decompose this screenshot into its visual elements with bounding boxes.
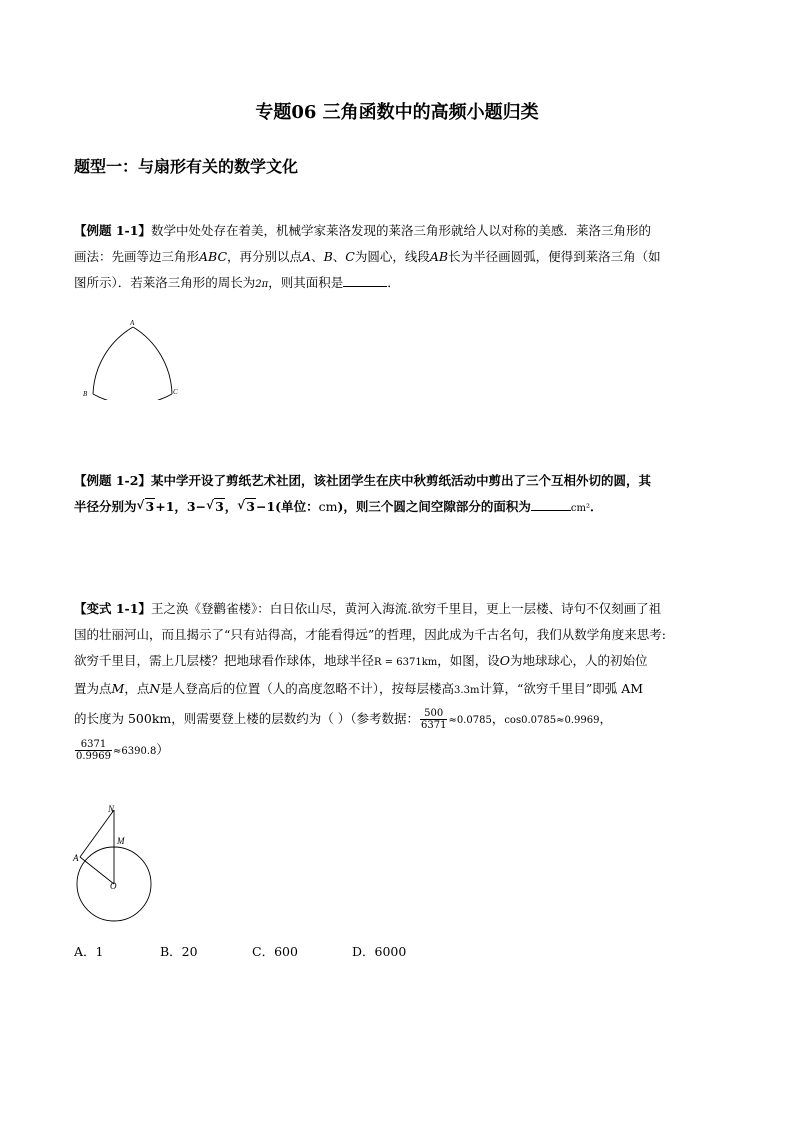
fraction: $\frac{6371}{0.9969}$ bbox=[76, 739, 111, 762]
label-c: C bbox=[173, 388, 178, 396]
text: 、 bbox=[332, 249, 346, 264]
variant-1-1 bbox=[74, 596, 666, 766]
option-d[interactable]: D．6000 bbox=[352, 944, 407, 959]
math-var: O bbox=[499, 653, 511, 668]
example-1-2-line-1 bbox=[74, 468, 651, 494]
variant-line-4 bbox=[74, 676, 666, 704]
text: 为圆心，线段 bbox=[354, 249, 430, 264]
text: 半径分别为 bbox=[74, 499, 137, 514]
label-a: A bbox=[73, 853, 79, 863]
label-o: O bbox=[110, 881, 117, 891]
variant-tag: 【变式 1-1】 bbox=[74, 601, 151, 616]
line-an bbox=[80, 810, 114, 857]
example-1-2 bbox=[74, 468, 651, 522]
math-expr: cos0.0785≈0.9969 bbox=[504, 715, 600, 726]
text: ，再分别以点 bbox=[227, 249, 303, 264]
math-var: A bbox=[302, 249, 312, 264]
example-tag: 【例题 1-1】 bbox=[74, 223, 151, 238]
variant-line-3 bbox=[74, 648, 666, 676]
math-expr: ≈0.0785 bbox=[448, 715, 492, 726]
reuleaux-triangle-figure bbox=[78, 316, 188, 400]
text: 的长度为 500km，则需要登上楼的层数约为（ ）（参考数据： bbox=[74, 711, 419, 726]
line-ao bbox=[80, 857, 114, 884]
math-var: N bbox=[149, 681, 161, 696]
example-1-1-line-1 bbox=[74, 218, 661, 244]
option-c[interactable]: C．600 bbox=[252, 944, 298, 959]
text: ） bbox=[156, 742, 169, 757]
label-b: B bbox=[83, 390, 88, 398]
math-var: B bbox=[323, 249, 333, 264]
arc-ba bbox=[93, 327, 133, 394]
option-b[interactable]: B．20 bbox=[160, 944, 198, 959]
variant-line-5 bbox=[74, 704, 666, 736]
text: ，如图，设 bbox=[437, 653, 500, 668]
text: 3− bbox=[186, 499, 207, 514]
text: +1 bbox=[155, 499, 175, 514]
example-tag: 【例题 1-2】 bbox=[74, 473, 151, 488]
fraction: $\frac{500}{6371}$ bbox=[420, 708, 447, 731]
text: 数学中处处存在着美，机械学家莱洛发现的莱洛三角形就给人以对称的美感．莱洛三角形的 bbox=[150, 223, 651, 238]
unit: cm² bbox=[570, 503, 590, 514]
text: 计算，“欲穷千里目”即弧 AM bbox=[479, 681, 644, 696]
example-1-1 bbox=[74, 218, 661, 298]
text: 王之涣《登鹳雀楼》：白日依山尽，黄河入海流.欲穷千里目，更上一层楼、诗句不仅刻画了祖 bbox=[150, 601, 662, 616]
page-title: 专题06 三角函数中的高频小题归类 bbox=[255, 102, 539, 123]
text: ，则其面积是 bbox=[268, 275, 344, 290]
sqrt-expr: √ 3 bbox=[206, 498, 224, 514]
text: )，则三个圆之间空隙部分的面积为 bbox=[337, 499, 531, 514]
section-heading: 题型一：与扇形有关的数学文化 bbox=[74, 157, 299, 176]
text: 长为半径画圆弧，便得到莱洛三角（如 bbox=[448, 249, 661, 264]
text: ． bbox=[589, 499, 603, 514]
sqrt-expr: √ 3 bbox=[237, 498, 255, 514]
math-var: C bbox=[345, 249, 355, 264]
text: 图所示）．若莱洛三角形的周长为 bbox=[74, 275, 256, 290]
example-1-1-line-2 bbox=[74, 244, 661, 270]
variant-line-6 bbox=[74, 736, 666, 766]
unit: cm bbox=[318, 499, 338, 514]
text: −1 bbox=[256, 499, 276, 514]
earth-figure bbox=[66, 798, 162, 924]
text: 欲穷千里目，需上几层楼？把地球看作球体，地球半径 bbox=[74, 653, 375, 668]
text: ， bbox=[224, 499, 238, 514]
math-var: AB bbox=[429, 249, 449, 264]
text: ， bbox=[491, 711, 505, 726]
math-expr: ≈6390.8 bbox=[113, 746, 157, 757]
text: 是人登高后的位置（人的高度忽略不计），按每层楼高 bbox=[160, 681, 455, 696]
example-1-2-line-2 bbox=[74, 494, 651, 522]
arc-ac bbox=[133, 327, 172, 394]
text: 、 bbox=[311, 249, 324, 264]
variant-line-2 bbox=[74, 622, 666, 648]
text: ， bbox=[174, 499, 187, 514]
text: ． bbox=[387, 275, 400, 290]
text: 为地球球心，人的初始位 bbox=[510, 653, 648, 668]
math-var: ABC bbox=[199, 249, 228, 264]
text: 国的壮丽河山，而且揭示了“只有站得高，才能看得远”的哲理，因此成为千古名句，我们从数学角度来思考: bbox=[74, 627, 666, 642]
label-n: N bbox=[108, 804, 115, 814]
text: (单位： bbox=[275, 499, 319, 514]
arc-cb bbox=[93, 394, 172, 400]
label-a: A bbox=[130, 319, 135, 327]
text: ，点 bbox=[124, 681, 150, 696]
text: 某中学开设了剪纸艺术社团，该社团学生在庆中秋剪纸活动中剪出了三个互相外切的圆，其 bbox=[150, 473, 651, 488]
answer-options bbox=[74, 942, 406, 960]
sqrt-expr: √ 3 bbox=[136, 498, 155, 514]
text: 置为点 bbox=[74, 681, 112, 696]
variant-line-1 bbox=[74, 596, 666, 622]
answer-blank bbox=[531, 509, 571, 511]
example-1-1-line-3 bbox=[74, 270, 661, 298]
text: ， bbox=[599, 711, 612, 726]
math-expr: R = 6371km bbox=[374, 657, 438, 668]
option-a[interactable]: A．1 bbox=[74, 944, 104, 959]
label-m: M bbox=[117, 836, 125, 846]
math-expr: 2π bbox=[255, 279, 269, 290]
math-expr: 3.3m bbox=[454, 685, 480, 696]
text: 画法：先画等边三角形 bbox=[74, 249, 200, 264]
math-var: M bbox=[111, 681, 125, 696]
answer-blank bbox=[343, 285, 387, 287]
